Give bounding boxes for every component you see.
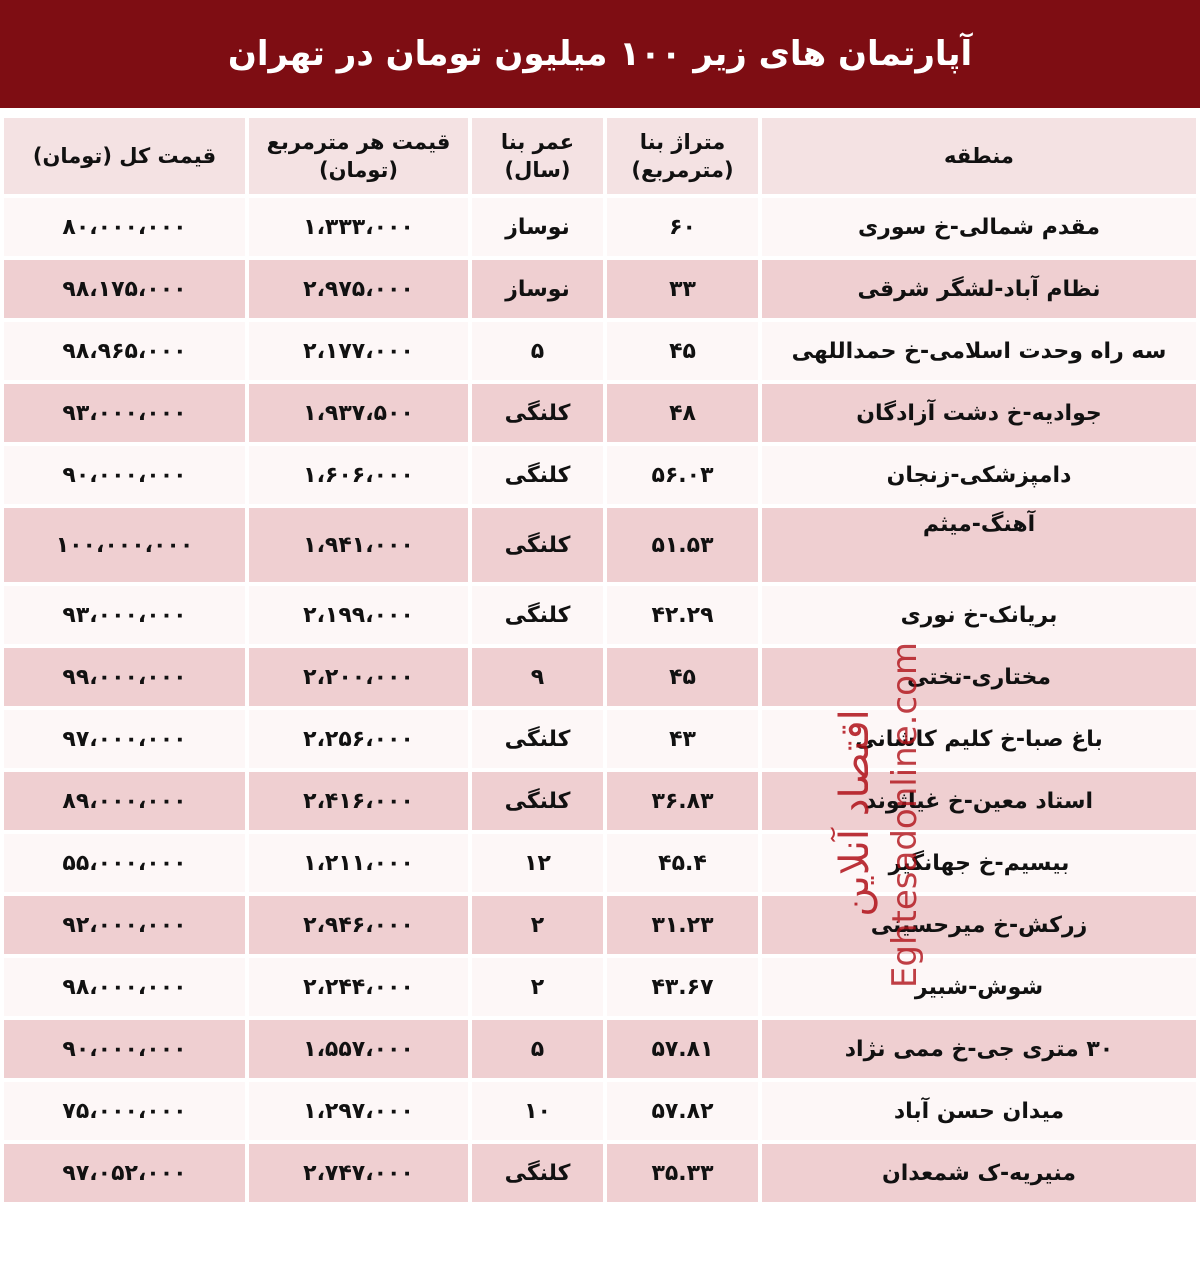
area-cell: مختاری-تختی	[760, 646, 1198, 708]
table-row	[2, 584, 1198, 646]
building-age-cell: ۵	[470, 320, 605, 382]
price-per-meter-cell: ۲،۷۴۷،۰۰۰	[247, 1142, 470, 1204]
building-age-cell: کلنگی	[470, 506, 605, 584]
building-size-cell: ۳۵.۳۳	[605, 1142, 760, 1204]
total-price-cell: ۵۵،۰۰۰،۰۰۰	[2, 832, 247, 894]
price-per-meter-cell: ۲،۴۱۶،۰۰۰	[247, 770, 470, 832]
building-age-cell: ۲	[470, 956, 605, 1018]
table-row	[2, 894, 1198, 956]
price-per-meter-cell: ۱،۵۵۷،۰۰۰	[247, 1018, 470, 1080]
total-price-cell: ۷۵،۰۰۰،۰۰۰	[2, 1080, 247, 1142]
price-per-meter-cell: ۱،۹۳۷،۵۰۰	[247, 382, 470, 444]
building-size-cell: ۳۶.۸۳	[605, 770, 760, 832]
building-age-cell: کلنگی	[470, 584, 605, 646]
area-cell: مقدم شمالی-خ سوری	[760, 196, 1198, 258]
price-per-meter-cell: ۱،۹۴۱،۰۰۰	[247, 506, 470, 584]
total-price-cell: ۸۹،۰۰۰،۰۰۰	[2, 770, 247, 832]
total-price-cell: ۹۳،۰۰۰،۰۰۰	[2, 584, 247, 646]
building-age-cell: ۲	[470, 894, 605, 956]
area-cell: شوش-شبیر	[760, 956, 1198, 1018]
area-cell: زرکش-خ میرحسینی	[760, 894, 1198, 956]
area-cell: بریانک-خ نوری	[760, 584, 1198, 646]
total-price-cell: ۹۸،۰۰۰،۰۰۰	[2, 956, 247, 1018]
total-price-cell: ۹۸،۱۷۵،۰۰۰	[2, 258, 247, 320]
price-per-meter-cell: ۲،۱۹۹،۰۰۰	[247, 584, 470, 646]
price-per-meter-cell: ۲،۹۷۵،۰۰۰	[247, 258, 470, 320]
price-per-meter-cell: ۲،۱۷۷،۰۰۰	[247, 320, 470, 382]
total-price-cell: ۹۳،۰۰۰،۰۰۰	[2, 382, 247, 444]
title-bar	[0, 0, 1200, 108]
building-size-cell: ۵۱.۵۳	[605, 506, 760, 584]
price-per-meter-cell: ۱،۶۰۶،۰۰۰	[247, 444, 470, 506]
total-price-cell: ۹۹،۰۰۰،۰۰۰	[2, 646, 247, 708]
area-cell: منیریه-ک شمعدان	[760, 1142, 1198, 1204]
building-size-cell: ۴۸	[605, 382, 760, 444]
total-price-cell: ۹۸،۹۶۵،۰۰۰	[2, 320, 247, 382]
total-price-cell: ۸۰،۰۰۰،۰۰۰	[2, 196, 247, 258]
area-cell: استاد معین-خ غیاثوند	[760, 770, 1198, 832]
building-size-cell: ۴۵	[605, 320, 760, 382]
building-age-cell: ۱۲	[470, 832, 605, 894]
building-age-cell: ۱۰	[470, 1080, 605, 1142]
building-size-cell: ۴۵.۴	[605, 832, 760, 894]
table-row	[2, 196, 1198, 258]
building-size-cell: ۴۲.۲۹	[605, 584, 760, 646]
table-row	[2, 444, 1198, 506]
header-area: منطقه	[760, 116, 1198, 196]
apartment-table	[0, 114, 1200, 1206]
header-building-age: عمر بنا (سال)	[470, 116, 605, 196]
building-age-cell: کلنگی	[470, 382, 605, 444]
building-size-cell: ۴۵	[605, 646, 760, 708]
table-row	[2, 1080, 1198, 1142]
table-row	[2, 382, 1198, 444]
price-per-meter-cell: ۲،۲۴۴،۰۰۰	[247, 956, 470, 1018]
table-row	[2, 258, 1198, 320]
table-row	[2, 320, 1198, 382]
area-cell: دامپزشکی-زنجان	[760, 444, 1198, 506]
watermark-en-text: Eghtesadonline.com	[885, 641, 925, 989]
building-age-cell: نوساز	[470, 258, 605, 320]
building-size-cell: ۶۰	[605, 196, 760, 258]
header-total-price: قیمت کل (تومان)	[2, 116, 247, 196]
building-size-cell: ۵۷.۸۱	[605, 1018, 760, 1080]
table-row	[2, 646, 1198, 708]
price-per-meter-cell: ۲،۲۵۶،۰۰۰	[247, 708, 470, 770]
building-age-cell: ۹	[470, 646, 605, 708]
total-price-cell: ۹۷،۰۵۲،۰۰۰	[2, 1142, 247, 1204]
building-age-cell: کلنگی	[470, 1142, 605, 1204]
total-price-cell: ۱۰۰،۰۰۰،۰۰۰	[2, 506, 247, 584]
table-row	[2, 770, 1198, 832]
area-cell: باغ صبا-خ کلیم کاشانی	[760, 708, 1198, 770]
building-age-cell: کلنگی	[470, 708, 605, 770]
building-age-cell: ۵	[470, 1018, 605, 1080]
building-size-cell: ۴۳.۶۷	[605, 956, 760, 1018]
watermark-fa-text: اقتصاد آنلاین	[832, 709, 878, 917]
page-title: آپارتمان های زیر ۱۰۰ میلیون تومان در تهران	[227, 34, 973, 74]
table-row	[2, 956, 1198, 1018]
header-price-per-meter: قیمت هر مترمربع (تومان)	[247, 116, 470, 196]
price-per-meter-cell: ۱،۲۹۷،۰۰۰	[247, 1080, 470, 1142]
building-age-cell: کلنگی	[470, 444, 605, 506]
building-size-cell: ۳۳	[605, 258, 760, 320]
table-header-row	[2, 116, 1198, 196]
table-row	[2, 832, 1198, 894]
building-size-cell: ۳۱.۲۳	[605, 894, 760, 956]
table-row	[2, 708, 1198, 770]
area-cell: آهنگ-میثم	[760, 506, 1198, 584]
area-cell: بیسیم-خ جهانگیر	[760, 832, 1198, 894]
total-price-cell: ۹۷،۰۰۰،۰۰۰	[2, 708, 247, 770]
header-building-size: متراژ بنا (مترمربع)	[605, 116, 760, 196]
total-price-cell: ۹۰،۰۰۰،۰۰۰	[2, 444, 247, 506]
price-per-meter-cell: ۱،۲۱۱،۰۰۰	[247, 832, 470, 894]
total-price-cell: ۹۰،۰۰۰،۰۰۰	[2, 1018, 247, 1080]
building-age-cell: نوساز	[470, 196, 605, 258]
area-cell: نظام آباد-لشگر شرقی	[760, 258, 1198, 320]
building-size-cell: ۵۶.۰۳	[605, 444, 760, 506]
area-cell: جوادیه-خ دشت آزادگان	[760, 382, 1198, 444]
area-cell: ۳۰ متری جی-خ ممی نژاد	[760, 1018, 1198, 1080]
table-row	[2, 1142, 1198, 1204]
price-per-meter-cell: ۱،۳۳۳،۰۰۰	[247, 196, 470, 258]
building-size-cell: ۴۳	[605, 708, 760, 770]
building-size-cell: ۵۷.۸۲	[605, 1080, 760, 1142]
building-age-cell: کلنگی	[470, 770, 605, 832]
price-per-meter-cell: ۲،۹۴۶،۰۰۰	[247, 894, 470, 956]
table-row	[2, 1018, 1198, 1080]
total-price-cell: ۹۲،۰۰۰،۰۰۰	[2, 894, 247, 956]
price-per-meter-cell: ۲،۲۰۰،۰۰۰	[247, 646, 470, 708]
table-row	[2, 506, 1198, 584]
area-cell: میدان حسن آباد	[760, 1080, 1198, 1142]
area-cell: سه راه وحدت اسلامی-خ حمداللهی	[760, 320, 1198, 382]
